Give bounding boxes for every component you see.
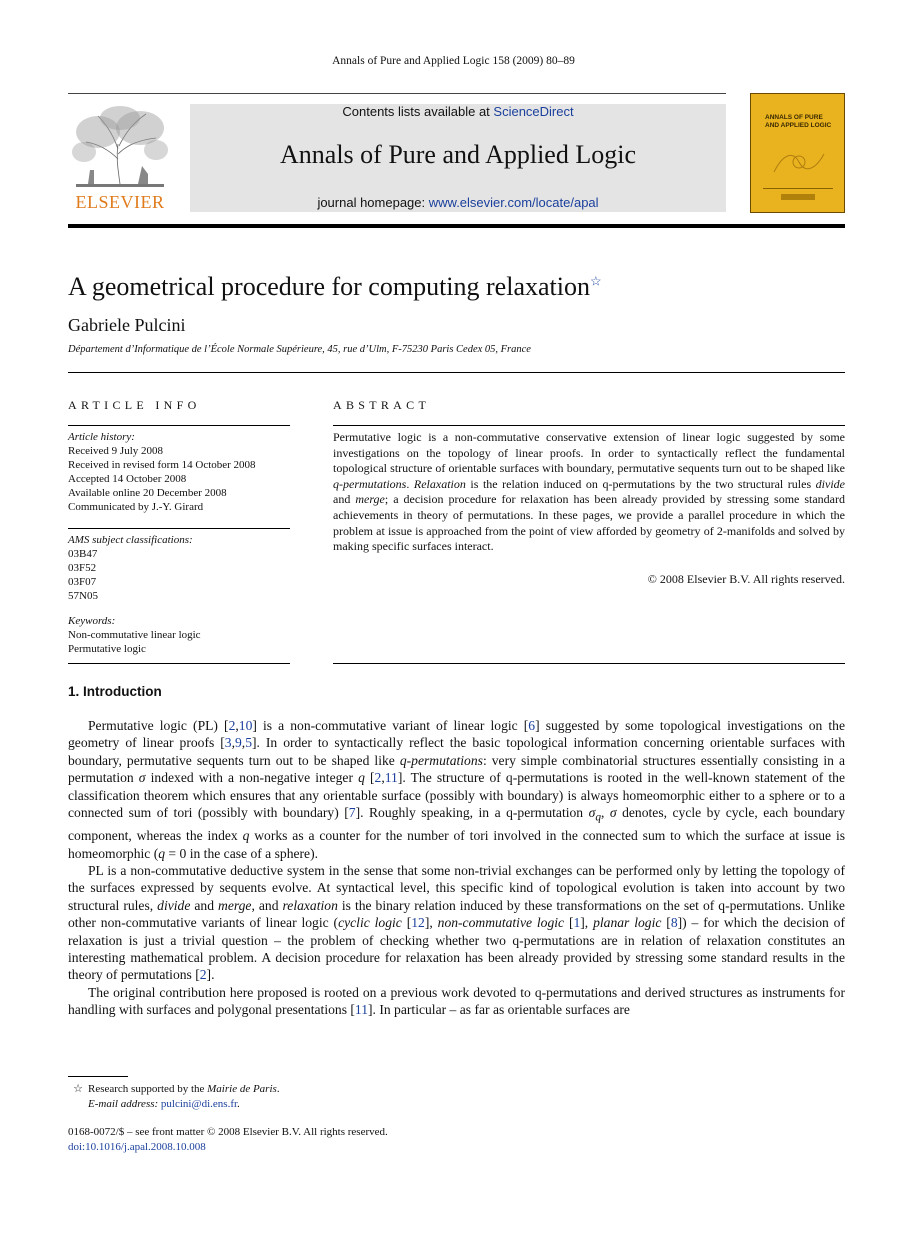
ams-code: 57N05 xyxy=(68,590,98,602)
footnote-star: ☆ xyxy=(73,1083,83,1095)
masthead-top-rule xyxy=(68,93,726,94)
elsevier-wordmark: ELSEVIER xyxy=(75,192,165,212)
contents-line xyxy=(190,104,726,119)
funding-prefix: Research supported by the xyxy=(88,1083,208,1095)
history-item: Available online 20 December 2008 xyxy=(68,487,227,499)
masthead-bottom-rule xyxy=(68,224,845,228)
homepage-prefix: journal homepage: xyxy=(317,195,429,210)
article-title xyxy=(68,272,602,302)
intro-paragraph-2: PL is a non-commutative deductive system in the sense that some non-trivial exchanges can be performed only by letting the topology of the surfaces expressed by sequents evolve. At syntactical level, this specific kind of topological evolution is taken into account by two structural rules, divide and merge, and relaxation is the binary relation induced by these transformations on the set of q-permutations. Unlike other non-commutative variants of linear logic (cyclic logic [12], non-commutative logic [1], planar logic [8]) – for which the decision of relaxation is just a trivial question – the problem of checking whether two q-permutations are in relation of relaxation constitutes an interesting mathematical problem. A decision procedure for relaxation has been already provided by stressing some standard results in the theory of permutations [2]. xyxy=(68,862,846,983)
article-history xyxy=(68,430,256,514)
footnote-rule xyxy=(68,1076,128,1077)
abstract-text: Permutative logic is a non-commutative conservative extension of linear logic suggested by some investigations on the topology of linear proofs. In order to syntactically reflect the fundamental topological structure of orientable surfaces with boundary, permutative sequents turn out to be shaped like q-permutations. Relaxation is the relation induced on q-permutations by the two structural rules divide and merge; a decision procedure for relaxation has been already provided by stressing some standard achievements in theory of permutations. In these pages, we provide a parallel procedure in which the problem at issue is approached from the point of view afforded by geometry of 2-manifolds and solved by making specific surfaces interact. xyxy=(333,430,846,554)
homepage-link[interactable]: www.elsevier.com/locate/apal xyxy=(428,195,599,210)
email-footnote xyxy=(68,1097,280,1112)
running-header: Annals of Pure and Applied Logic 158 (2009) 80–89 xyxy=(332,55,575,67)
cover-title: ANNALS OF PURE AND APPLIED LOGIC xyxy=(765,114,832,129)
ams-label: AMS subject classifications: xyxy=(68,534,193,546)
keyword: Non-commutative linear logic xyxy=(68,629,201,641)
elsevier-logo xyxy=(68,104,172,212)
doi-link[interactable]: doi:10.1016/j.apal.2008.10.008 xyxy=(68,1141,206,1153)
masthead xyxy=(190,104,726,212)
abstract-rule-top xyxy=(333,425,845,426)
article-info-rule-bottom xyxy=(68,663,290,664)
funding-footnote xyxy=(68,1082,280,1097)
keyword: Permutative logic xyxy=(68,643,146,655)
cover-rule xyxy=(763,188,833,189)
affiliation: Département d’Informatique de l’École Normale Supérieure, 45, rue d’Ulm, F-75230 Paris Cedex 05, France xyxy=(68,344,531,355)
intro-paragraph-1: Permutative logic (PL) [2,10] is a non-commutative variant of linear logic [6] suggested by some topological investigations on the geometry of linear proofs [3,9,5]. In order to syntactically reflect the basic topological information concerning orientable surfaces with boundary, permutative sequents turn out to be shaped like q-permutations: very simple combinatorial structures essentially consisting in a permutation σ indexed with a non-negative integer q [2,11]. The structure of q-permutations is rooted in the well-known statement of the classification theorem which ensures that any orientable surface (possibly with boundary) is always homeomorphic either to a sphere or to a connected sum of tori (possibly with boundary) [7]. Roughly speaking, in a q-permutation $\sigma_q$, σ denotes, cycle by cycle, each boundary component, whereas the index q works as a counter for the number of tori involved in the connected sum to which the surface at issue is homeomorphic (q = 0 in the case of a sphere). xyxy=(68,718,846,861)
history-item: Received in revised form 14 October 2008 xyxy=(68,459,256,471)
sciencedirect-link[interactable]: ScienceDirect xyxy=(493,104,574,119)
front-matter xyxy=(68,1125,388,1155)
history-item: Received 9 July 2008 xyxy=(68,445,164,457)
intro-paragraph-3: The original contribution here proposed is rooted on a previous work devoted to q-permutations and derived structures as instruments for handling with surfaces and polygonal presentations [11]. In particular – as far as orientable surfaces are xyxy=(68,984,845,1018)
abstract-heading: ABSTRACT xyxy=(333,398,431,412)
ams-code: 03F07 xyxy=(68,576,97,588)
homepage-line xyxy=(190,195,726,210)
keywords-label: Keywords: xyxy=(68,615,116,627)
ams-code: 03B47 xyxy=(68,548,98,560)
section-heading-introduction: 1. Introduction xyxy=(68,684,162,699)
footnotes xyxy=(68,1082,280,1112)
cover-publisher-mark xyxy=(781,194,815,200)
email-suffix: . xyxy=(237,1098,240,1110)
cover-ornament-icon xyxy=(769,142,829,182)
ams-code: 03F52 xyxy=(68,562,97,574)
author-name: Gabriele Pulcini xyxy=(68,315,186,335)
introduction-body xyxy=(68,717,845,1019)
title-footnote-mark[interactable]: ☆ xyxy=(589,273,602,289)
history-label: Article history: xyxy=(68,431,135,443)
article-title-text: A geometrical procedure for computing relaxation xyxy=(68,272,590,301)
email-label: E-mail address: xyxy=(88,1098,161,1110)
abstract-rule-bottom xyxy=(333,663,845,664)
ams-classifications xyxy=(68,533,193,603)
article-info-heading: ARTICLE INFO xyxy=(68,398,201,412)
contents-prefix: Contents lists available at xyxy=(342,104,494,119)
affiliation-rule xyxy=(68,372,845,373)
email-link[interactable]: pulcini@di.ens.fr xyxy=(160,1098,238,1110)
funding-suffix: . xyxy=(276,1083,280,1095)
history-item: Accepted 14 October 2008 xyxy=(68,473,187,485)
funding-org: Mairie de Paris xyxy=(207,1083,277,1095)
article-info-rule-top xyxy=(68,425,290,426)
journal-title: Annals of Pure and Applied Logic xyxy=(280,140,636,169)
article-info-rule-mid xyxy=(68,528,290,529)
journal-cover-thumbnail[interactable] xyxy=(750,93,845,213)
keywords xyxy=(68,614,201,656)
abstract-copyright: © 2008 Elsevier B.V. All rights reserved. xyxy=(647,572,845,586)
history-item: Communicated by J.-Y. Girard xyxy=(68,501,204,513)
issn-line: 0168-0072/$ – see front matter © 2008 Elsevier B.V. All rights reserved. xyxy=(68,1126,388,1138)
